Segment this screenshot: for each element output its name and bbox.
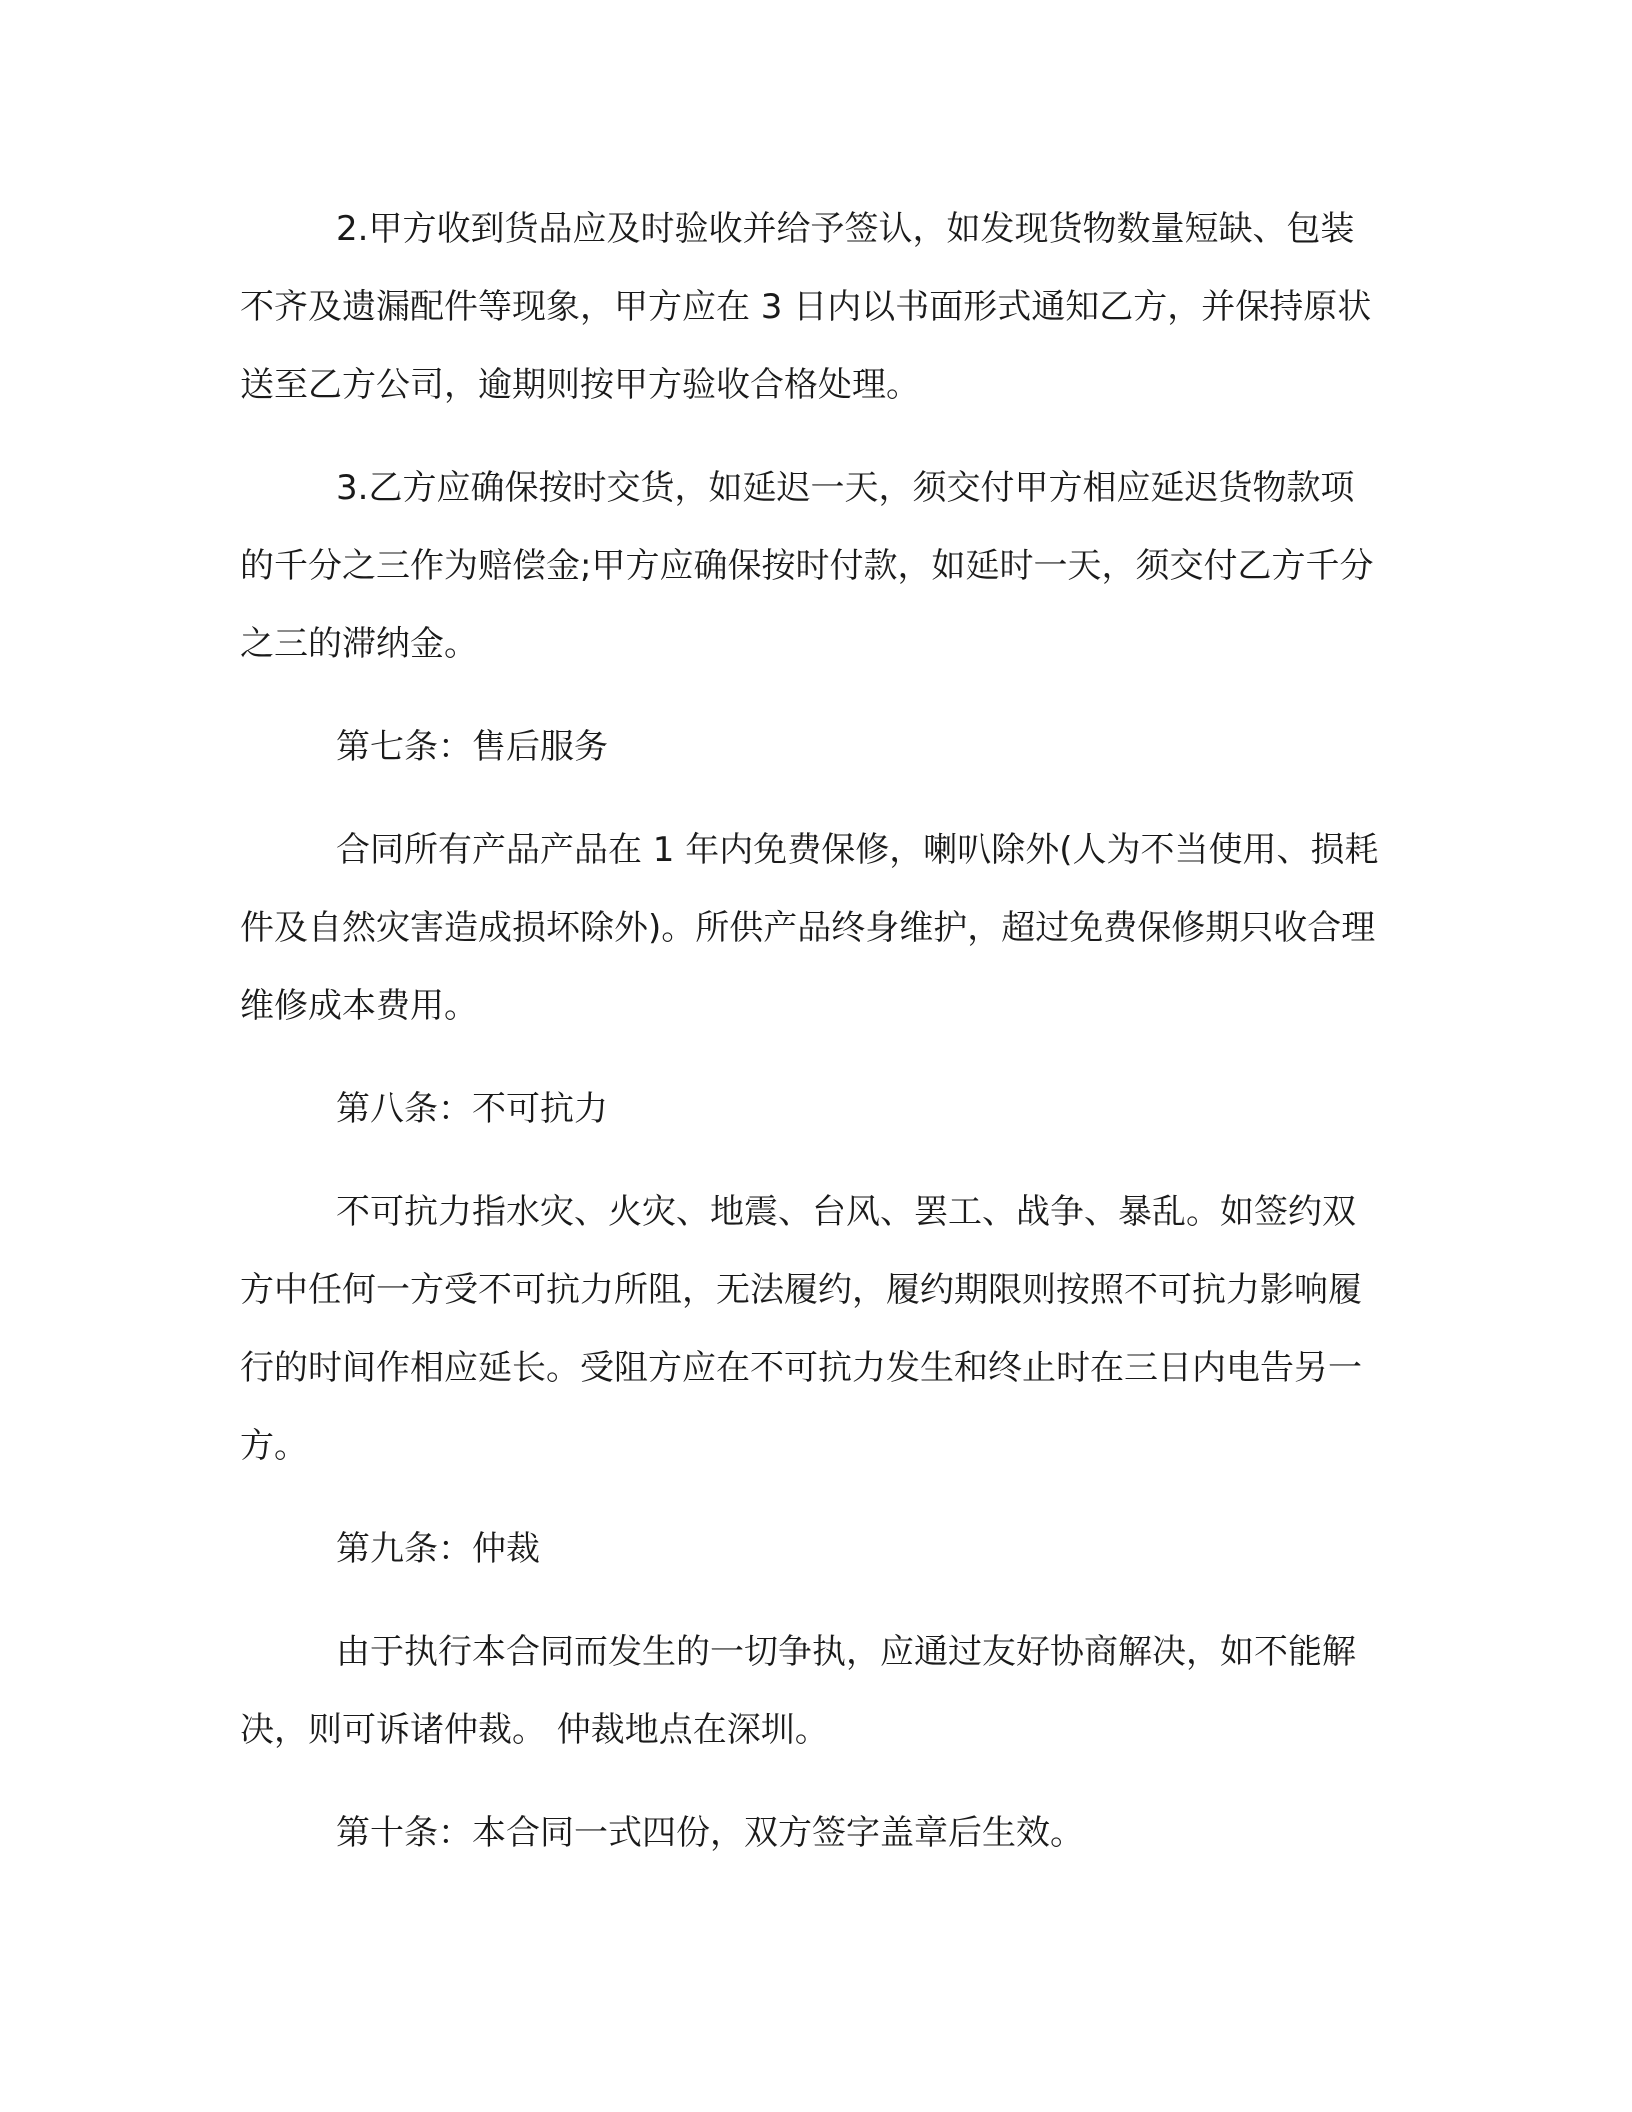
document-body [240, 190, 1380, 1897]
section-heading: 第七条：售后服务 [336, 727, 608, 767]
clause-paragraph: 3.乙方应确保按时交货，如延迟一天，须交付甲方相应延迟货物款项的千分之三作为赔偿金;甲方应确保按时付款，如延时一天，须交付乙方千分之三的滞纳金。 [240, 468, 1374, 664]
section-heading: 第九条：仲裁 [336, 1529, 540, 1569]
section-heading: 第八条：不可抗力 [336, 1089, 608, 1129]
clause-paragraph: 2.甲方收到货品应及时验收并给予签认，如发现货物数量短缺、包装不齐及遗漏配件等现象，甲方应在 3 日内以书面形式通知乙方，并保持原状送至乙方公司，逾期则按甲方验收合格处理。 [240, 209, 1372, 405]
clause-paragraph: 由于执行本合同而发生的一切争执，应通过友好协商解决，如不能解决，则可诉诸仲裁。 仲裁地点在深圳。 [240, 1632, 1356, 1750]
clause-paragraph: 不可抗力指水灾、火灾、地震、台风、罢工、战争、暴乱。如签约双方中任何一方受不可抗力所阻，无法履约，履约期限则按照不可抗力影响履行的时间作相应延长。受阻方应在不可抗力发生和终止时在三日内电告另一方。 [240, 1192, 1362, 1466]
section-heading: 第十条：本合同一式四份，双方签字盖章后生效。 [336, 1813, 1084, 1853]
clause-paragraph: 合同所有产品产品在 1 年内免费保修，喇叭除外(人为不当使用、损耗件及自然灾害造成损坏除外)。所供产品终身维护，超过免费保修期只收合理维修成本费用。 [240, 830, 1379, 1026]
